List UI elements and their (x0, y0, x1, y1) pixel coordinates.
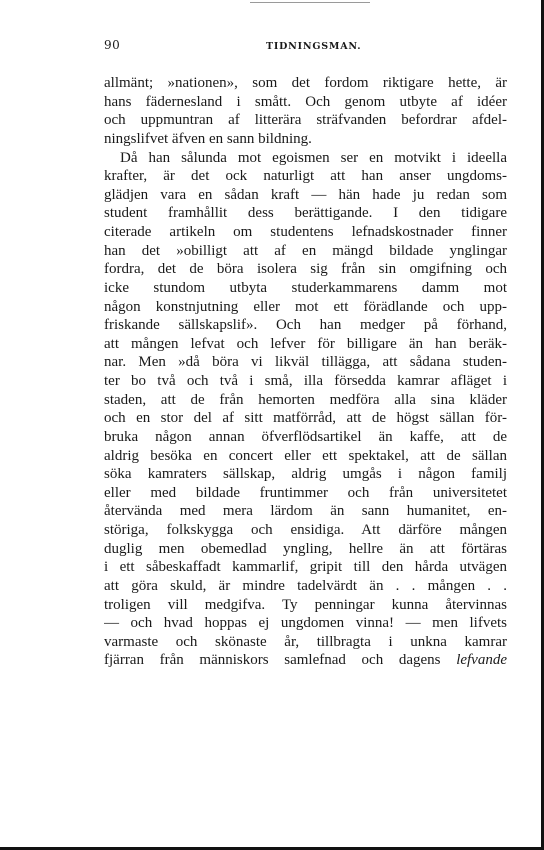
text-line: duglig men obemedlad yngling, hellre än att förtäras (104, 540, 507, 557)
italic-word: lefvande (456, 652, 507, 669)
page-number: 90 (104, 38, 121, 52)
text-line: ter bo två och två i små, illa försedda kamrar afläget i (104, 373, 507, 389)
body-text (104, 74, 507, 670)
text-line: ningslifvet äfven en sann bildning. (104, 130, 312, 147)
text-line: och en stor del af sitt matförråd, att de högst sällan för- (104, 410, 507, 427)
text-line: att mången lefvat och lefver för billigare än han beräk- (104, 335, 507, 352)
text-line: — och hvad hoppas ej ungdomen vinna! — men lifvets (104, 615, 507, 632)
text-line: aldrig besöka en concert eller ett spektakel, att de sällan (104, 447, 507, 464)
text-line: återvända med mera lärdom än sann humanitet, en- (104, 503, 507, 520)
text-line: bruka någon annan öfverflödsartikel än kaffe, att de (104, 428, 507, 445)
text-line: icke stundom utbyta studerkammarens damm mot (104, 279, 507, 296)
text-line (104, 651, 507, 670)
text-line: krafter, är det ock naturligt att han anser ungdoms- (104, 168, 507, 185)
text-line: troligen vill medgifva. Ty penningar kunna återvinnas (104, 596, 507, 613)
text-line-segment: fjärran från människors samlefnad och dagens (104, 652, 457, 669)
text-line: hans fädernesland i smått. Och genom utbyte af idéer (104, 93, 507, 110)
text-line: varmaste och skönaste år, tillbragta i unkna kamrar (104, 633, 507, 650)
text-line: citerade artikeln om studentens lefnadskostnader finner (104, 224, 507, 240)
text-line: glädjen vara en sådan kraft — hän hade ju redan som (104, 186, 507, 203)
running-head: TIDNINGSMAN. (266, 41, 362, 52)
text-line: han det »obilligt att af en mängd bildade ynglingar (104, 242, 507, 259)
text-line: i ett såbeskaffadt kammarlif, gripit till den hårda utvägen (104, 559, 507, 576)
text-line: Då han sålunda mot egoismen ser en motvikt i ideella (120, 149, 507, 166)
text-line: störiga, folkskygga och ensidiga. Att därföre mången (104, 522, 507, 538)
text-line: och uppmuntran af litterära sträfvanden befordrar afdel- (104, 112, 507, 129)
text-line: att göra skuld, är mindre tadelvärdt än . . mången . . (104, 577, 507, 594)
text-line: någon konstnjutning eller mot ett förädlande och upp- (104, 298, 507, 315)
text-line: friskande sällskapslif». Och han medger på förhand, (104, 317, 507, 334)
text-line: student framhållit dess berättigande. I den tidigare (104, 205, 507, 222)
text-line: staden, att de från hemorten medföra alla sina kläder (104, 391, 507, 408)
text-line: nar. Men »då böra vi likväl tillägga, att sådana studen- (104, 354, 507, 371)
text-line: eller med bildade fruntimmer och från universitetet (104, 484, 507, 501)
text-line: fordra, det de böra isolera sig från sin omgifning och (104, 261, 507, 278)
top-edge-rule (250, 2, 370, 3)
text-line: söka kamraters sällskap, aldrig umgås i någon familj (104, 466, 507, 483)
text-line: allmänt; »nationen», som det fordom riktigare hette, är (104, 75, 507, 91)
